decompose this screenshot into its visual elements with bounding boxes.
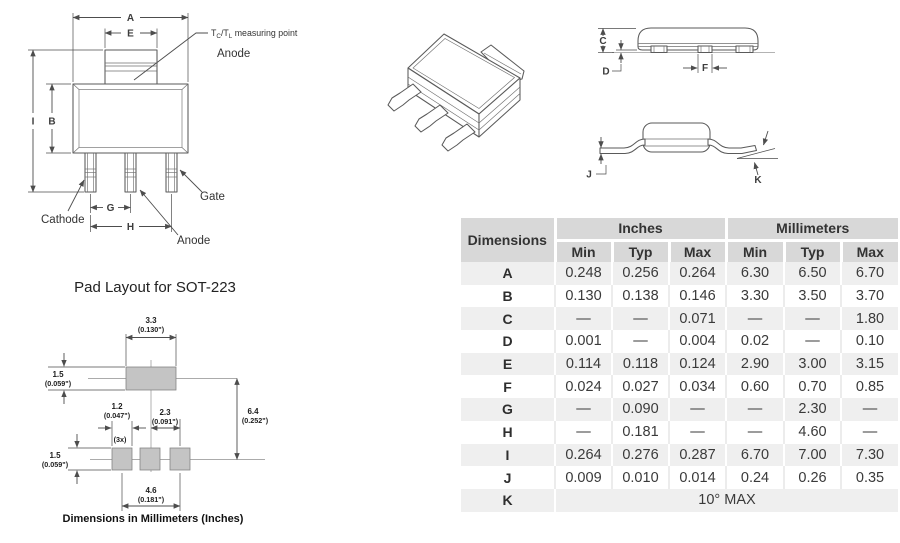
pad-layout-title: Pad Layout for SOT-223 (74, 279, 236, 296)
dim-c-label: C (599, 36, 607, 47)
measuring-point-label: $T_C/T_L$ measuring point (211, 28, 298, 40)
dim-g (91, 194, 131, 214)
table-row-f: F 0.024 0.027 0.034 0.60 0.70 0.85 (461, 375, 898, 398)
col-header-typ-in: Typ (612, 240, 669, 262)
dim-d (602, 40, 637, 78)
dim-i-label: I (31, 116, 35, 128)
dim-f (683, 54, 727, 74)
dim-f-label: F (701, 63, 709, 74)
dimensions-table (461, 218, 898, 512)
table-row-c: C — — 0.071 — — 1.80 (461, 307, 898, 330)
pin-pad-1 (112, 448, 132, 470)
dim-c (598, 29, 636, 53)
package-body (73, 84, 188, 153)
dim-j-label: J (586, 169, 592, 181)
end-view (598, 28, 775, 78)
col-header-typ-mm: Typ (784, 240, 841, 262)
col-header-max-mm: Max (841, 240, 898, 262)
table-row-i: I 0.264 0.276 0.287 6.70 7.00 7.30 (461, 444, 898, 467)
col-header-min-in: Min (555, 240, 612, 262)
isometric-view-drawing (380, 15, 550, 175)
svg-text:1.2: 1.2 (111, 402, 123, 411)
measuring-point-callout (134, 28, 298, 80)
dim-g-label: G (106, 203, 115, 214)
svg-text:(0.091"): (0.091") (151, 417, 179, 426)
dim-tab-pad-width (126, 316, 176, 366)
svg-text:(0.130"): (0.130") (137, 325, 165, 334)
profile-view (586, 123, 778, 186)
dim-b-label: B (48, 116, 56, 128)
dim-b (46, 84, 71, 153)
dim-e (105, 29, 157, 49)
dim-pin-pitch (151, 408, 180, 446)
col-header-max-in: Max (669, 240, 726, 262)
svg-text:(0.181"): (0.181") (137, 495, 165, 504)
dim-k (737, 131, 778, 186)
pad-layout-drawing (30, 300, 290, 520)
pin-pad-3 (170, 448, 190, 470)
dim-d-label: D (602, 66, 610, 78)
table-row-e: E 0.114 0.118 0.124 2.90 3.00 3.15 (461, 353, 898, 376)
tab-pad (126, 367, 176, 390)
front-view-drawing (0, 0, 340, 255)
svg-text:2.3: 2.3 (159, 408, 171, 417)
dim-pin-pad-height (42, 434, 111, 484)
table-row-g: G — 0.090 — — 2.30 — (461, 398, 898, 421)
table-row-b: B 0.130 0.138 0.146 3.30 3.50 3.70 (461, 285, 898, 308)
profile-lead-left (600, 139, 645, 154)
pad-layout-footer: Dimensions in Millimeters (Inches) (62, 513, 244, 525)
dim-row-spacing (237, 379, 269, 460)
table-row-d: D 0.001 — 0.004 0.02 — 0.10 (461, 330, 898, 353)
dim-h-label: H (126, 222, 135, 233)
iso-lead-3 (442, 124, 475, 151)
iso-lead-1 (388, 84, 421, 111)
gate-label: Gate (200, 191, 225, 203)
dim-pin-pad-width (98, 402, 146, 446)
package-leads (85, 153, 177, 192)
svg-text:(0.059"): (0.059") (44, 379, 72, 388)
cathode-callout (41, 180, 84, 226)
anode-top-label: Anode (217, 48, 251, 60)
package-tab (105, 50, 157, 84)
table-row-k: K 10° MAX (461, 489, 898, 512)
svg-text:1.5: 1.5 (49, 451, 61, 460)
dim-outer-pin-span (122, 473, 180, 511)
dim-j (586, 137, 606, 181)
svg-text:(0.252"): (0.252") (241, 416, 269, 425)
gate-callout (180, 170, 225, 203)
dim-a-label: A (126, 13, 135, 24)
pin-count-note: (3x) (113, 435, 127, 444)
iso-lead-2 (415, 105, 448, 132)
svg-text:6.4: 6.4 (247, 407, 259, 416)
side-views-drawing (575, 15, 795, 210)
table-row-k-span-value: 10° MAX (555, 489, 898, 512)
anode-bottom-label: Anode (177, 235, 211, 247)
table-header-dimensions: Dimensions (461, 218, 555, 262)
dim-k-label: K (754, 175, 762, 186)
table-row-a: A 0.248 0.256 0.264 6.30 6.50 6.70 (461, 262, 898, 285)
pin-pad-2 (140, 448, 160, 470)
table-row-h: H — 0.181 — — 4.60 — (461, 421, 898, 444)
table-header-inches: Inches (555, 218, 726, 240)
svg-text:1.5: 1.5 (52, 370, 64, 379)
table-header-millimeters: Millimeters (726, 218, 898, 240)
profile-lead-right (708, 139, 757, 154)
svg-text:(0.047"): (0.047") (103, 411, 131, 420)
col-header-min-mm: Min (726, 240, 784, 262)
svg-text:(0.059"): (0.059") (41, 460, 69, 469)
iso-package (388, 34, 524, 151)
cathode-label: Cathode (41, 214, 85, 226)
end-view-leads (651, 46, 753, 53)
svg-text:4.6: 4.6 (145, 486, 157, 495)
dim-e-label: E (127, 28, 134, 40)
svg-text:3.3: 3.3 (145, 316, 157, 325)
table-row-j: J 0.009 0.010 0.014 0.24 0.26 0.35 (461, 466, 898, 489)
